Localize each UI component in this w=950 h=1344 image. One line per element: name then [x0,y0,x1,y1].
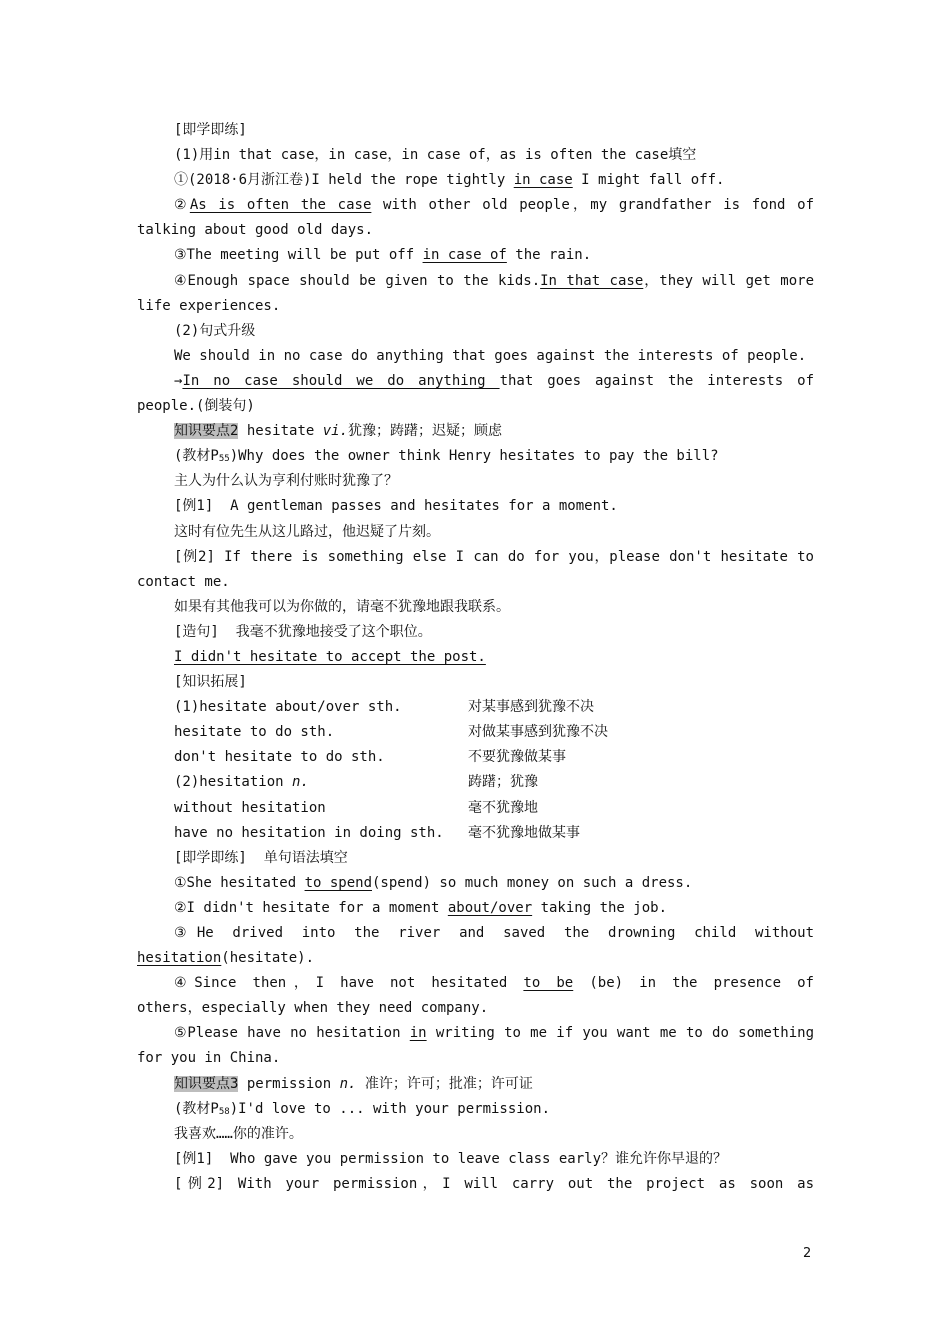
answer: As is often the case [189,197,372,214]
practice-title: [即学即练] 单句语法填空 [174,849,348,866]
page-number: 2 [803,1246,812,1261]
practice-5-cont: for you in China. [137,1050,281,1067]
practice-3: ③He drived into the river and saved the drowning child without [174,925,814,941]
answer: In that case [540,272,644,289]
example-1: [例1] Who gave you permission to leave class early？谁允许你早退的？ [174,1150,728,1167]
example-2-translation: 如果有其他我可以为你做的，请毫不犹豫地跟我联系。 [174,598,510,615]
answer: hesitation [137,950,222,967]
upgraded-sentence: →In no case should we do anything that goes against the interests of [174,372,814,389]
exercise-4-cont: life experiences. [137,297,281,314]
knowledge-point-2-heading: 知识要点2 hesitate vi.犹豫；踌躇；迟疑；顾虑 [174,423,503,440]
practice-1: ①She hesitated to spend(spend) so much money on such a dress. [174,874,693,891]
answer: to spend [304,874,372,891]
practice-4-cont: others，especially when they need company. [137,1000,489,1017]
sentence-making: [造句] 我毫不犹豫地接受了这个职位。 [174,623,432,640]
section-title: [即学即练] [174,122,247,138]
original-sentence: We should in no case do anything that goes against the interests of people. [174,347,807,364]
document-page [137,118,814,1197]
arrow-icon: → [174,372,183,389]
knowledge-point-tag: 知识要点3 [174,1075,239,1092]
textbook-translation: 主人为什么认为亨利付账时犹豫了？ [174,473,398,490]
practice-4: ④Since then，I have not hesitated to be (be) in the presence of [174,975,814,992]
example-1: [例1] A gentleman passes and hesitates for a moment. [174,498,618,515]
extension-item: (2)hesitation n. 踌躇；犹豫 [174,774,538,791]
sentence-making-answer: I didn't hesitate to accept the post. [174,648,486,665]
answer: about/over [447,899,533,916]
exercise-2: ②As is often the case with other old people，my grandfather is fond of [174,197,814,214]
extension-item: (1)hesitate about/over sth. 对某事感到犹豫不决 [174,699,594,716]
example-1-translation: 这时有位先生从这儿路过，他迟疑了片刻。 [174,523,440,540]
answer: in [409,1025,427,1042]
knowledge-point-tag: 知识要点2 [174,423,239,440]
exercise-1: ①(2018·6月浙江卷)I held the rope tightly in case I might fall off. [174,172,725,189]
exercise-4: ④Enough space should be given to the kids.In that case，they will get more [174,272,814,289]
practice-2: ②I didn't hesitate for a moment about/over taking the job. [174,899,667,916]
extension-item: without hesitation 毫不犹豫地 [174,799,538,816]
example-2: [例2] With your permission，I will carry out the project as soon as [174,1175,814,1192]
upgraded-sentence-cont: people.(倒装句) [137,398,255,415]
extension-item: don't hesitate to do sth. 不要犹豫做某事 [174,749,566,766]
extension-item: have no hesitation in doing sth. 毫不犹豫地做某事 [174,824,580,841]
textbook-source: (教材$P_{55})Why$ does the owner think Henry hesitates to pay the bill? [174,448,719,465]
instruction: (1)用in that case，in case，in case of，as is often the case填空 [174,147,697,164]
example-2: [例2] If there is something else I can do for you，please don't hesitate to [174,548,814,565]
extension-item: hesitate to do sth. 对做某事感到犹豫不决 [174,724,608,741]
practice-5: ⑤Please have no hesitation in writing to me if you want me to do something [174,1025,814,1042]
exercise-3: ③The meeting will be put off in case of the rain. [174,247,592,264]
instruction-2: (2)句式升级 [174,322,256,339]
practice-3-cont: hesitation(hesitate). [137,950,315,967]
exercise-2-cont: talking about good old days. [137,222,374,239]
answer: In no case should we do anything [182,372,500,389]
extension-title: [知识拓展] [174,674,247,691]
knowledge-point-3-heading: 知识要点3 permission n. 准许；许可；批准；许可证 [174,1075,533,1092]
example-2-cont: contact me. [137,573,230,590]
answer: in case of [422,247,507,264]
textbook-source: (教材$P_{58})I'd$ love to ... with your permission. [174,1100,550,1117]
textbook-translation: 我喜欢……你的准许。 [174,1125,303,1142]
answer: to be [523,975,574,992]
answer: in case [513,172,573,189]
